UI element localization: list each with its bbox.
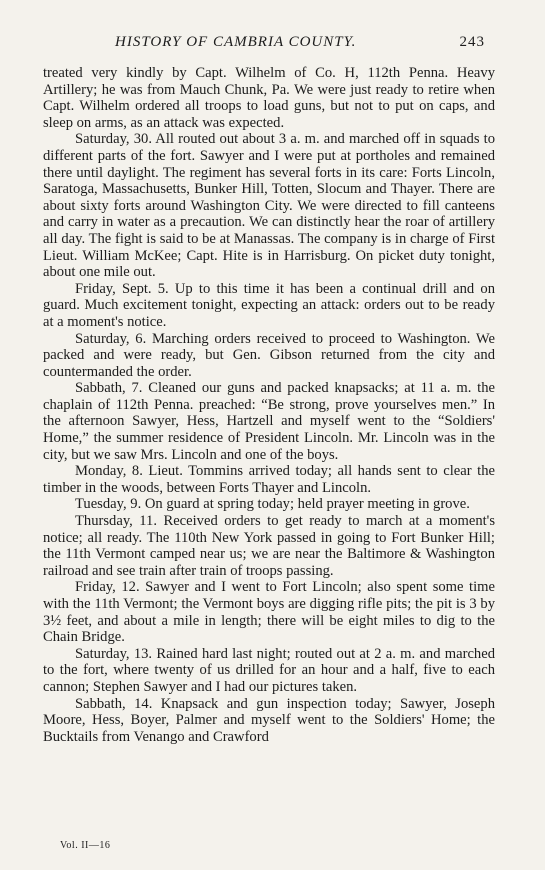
paragraph-saturday-6: Saturday, 6. Marching orders received to proceed to Washington. We packed and were ready, but Gen. Gibson returned from the city and countermanded the order. xyxy=(43,330,495,380)
paragraph-friday-sept-5: Friday, Sept. 5. Up to this time it has been a continual drill and on guard. Much excitement tonight, expecting an attack: orders out to be ready at a moment's notice. xyxy=(43,280,495,330)
paragraph-tuesday-9: Tuesday, 9. On guard at spring today; held prayer meeting in grove. xyxy=(75,496,470,513)
paragraph-sabbath-14: Sabbath, 14. Knapsack and gun inspection today; Sawyer, Joseph Moore, Hess, Boyer, Palmer and myself went to the Soldiers' Home; the Bucktails from Venango and Crawford xyxy=(43,695,495,745)
page-body xyxy=(43,65,495,745)
paragraph-monday-8: Monday, 8. Lieut. Tommins arrived today; all hands sent to clear the timber in the woods, between Forts Thayer and Lincoln. xyxy=(43,463,495,496)
paragraph-sabbath-7: Sabbath, 7. Cleaned our guns and packed knapsacks; at 11 a. m. the chaplain of 112th Penna. preached: “Be strong, prove yourselves men.” In the afternoon Sawyer, Hess, Hartzell and myself went to the “Soldiers' Home,” the summer residence of President Lincoln. Mr. Lincoln was in the city, but we saw Mrs. Lincoln and one of the boys. xyxy=(43,380,495,463)
paragraph-saturday-30: Saturday, 30. All routed out about 3 a. m. and marched off in squads to different parts of the fort. Sawyer and I were put at portholes and remained there until daylight. The regiment has several forts in its care: Forts Lincoln, Saratoga, Massachusetts, Bunker Hill, Totten, Slocum and Thayer. There are about sixty forts around Washington City. We were directed to fill canteens and carry in water as a precaution. We can distinctly hear the roar of artillery all day. The fight is said to be at Manassas. The company is in charge of First Lieut. William McKee; Capt. Hite is in Harrisburg. On picket duty tonight, about one mile out. xyxy=(43,131,495,281)
page-number: 243 xyxy=(459,34,485,50)
paragraph-continued: treated very kindly by Capt. Wilhelm of Co. H, 112th Penna. Heavy Artillery; he was from Mauch Chunk, Pa. We were just ready to retire when Capt. Wilhelm ordered all troops to load guns, but not to put on caps, and sleep on arms, as an attack was expected. xyxy=(43,65,495,131)
volume-signature: Vol. II—16 xyxy=(60,840,111,851)
running-title: HISTORY OF CAMBRIA COUNTY. xyxy=(115,34,357,50)
paragraph-saturday-13: Saturday, 13. Rained hard last night; routed out at 2 a. m. and marched to the fort, where twenty of us drilled for an hour and a half, five to each cannon; Stephen Sawyer and I had our pictures taken. xyxy=(43,645,495,695)
paragraph-friday-12: Friday, 12. Sawyer and I went to Fort Lincoln; also spent some time with the 11th Vermont; the Vermont boys are digging rifle pits; the pit is 3 by 3½ feet, and about a mile in length; there will be eight miles to dig to the Chain Bridge. xyxy=(43,579,495,646)
paragraph-thursday-11: Thursday, 11. Received orders to get ready to march at a moment's notice; all ready. The 110th New York passed in going to Fort Bunker Hill; the 11th Vermont camped near us; we are near the Baltimore & Washington railroad and see train after train of troops passing. xyxy=(43,513,495,579)
